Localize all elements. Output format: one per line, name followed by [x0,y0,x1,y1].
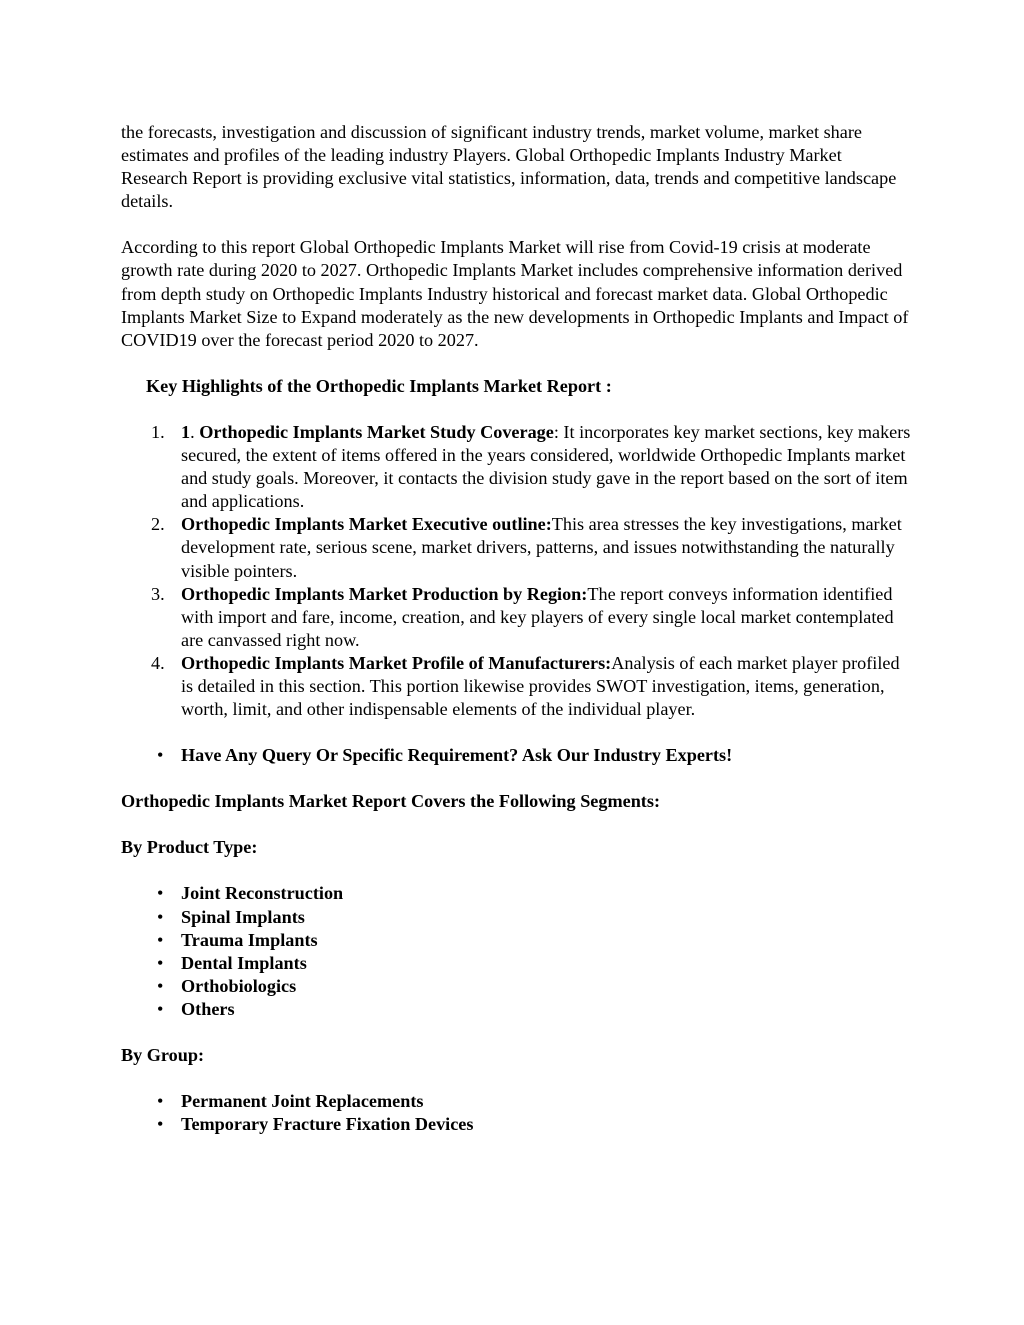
list-number: 3. [151,583,165,604]
list-item [121,929,911,952]
product-type-list [121,882,911,1021]
product-type-label: Joint Reconstruction [181,883,344,904]
document-page [121,121,911,1159]
group-heading: By Group: [121,1045,205,1065]
intro-paragraph: the forecasts, investigation and discussion of significant industry trends, market volume, market share estimates and profiles of the leading industry Players. Global Orthopedic Implants Industry Market Research Report is providing exclusive vital statistics, information, data, trends and competitive landscape details. [121,122,897,212]
list-item [121,906,911,929]
query-list [121,744,911,767]
list-number: 4. [151,652,165,673]
product-type-label: Spinal Implants [181,906,305,927]
product-type-heading: By Product Type: [121,837,258,858]
product-type-label: Orthobiologics [181,975,297,996]
highlight-item-3 [121,583,911,652]
market-overview-paragraph: According to this report Global Orthopedic Implants Market will rise from Covid-19 crisis at moderate growth rate during 2020 to 2027. Orthopedic Implants Market includes comprehensive information derived from depth study on Orthopedic Implants Industry historical and forecast market data. Global Orthopedic Implants Market Size to Expand moderately as the new developments in Orthopedic Implants and Impact of COVID19 over the forecast period 2020 to 2027. [121,237,909,350]
highlight-prefix: 1 [181,421,191,442]
highlight-text: The report conveys information identified with import and fare, income, creation, and key players of every single local market contemplated are canvassed right now. [181,583,894,650]
list-item [121,882,911,905]
bullet-icon: • [157,1114,164,1135]
highlight-title: Orthopedic Implants Market Profile of Manufacturers: [181,652,612,673]
bullet-icon: • [157,952,164,973]
key-highlights-heading: Key Highlights of the Orthopedic Implants Market Report : [146,375,612,396]
highlight-item-4 [121,652,911,721]
bullet-icon: • [157,906,164,927]
bullet-icon: • [157,998,164,1019]
product-type-label: Dental Implants [181,952,307,973]
query-link[interactable] [121,744,911,767]
highlight-text: This area stresses the key investigations, market development rate, serious scene, market drivers, patterns, and issues notwithstanding the naturally visible pointers. [181,514,902,581]
segments-heading: Orthopedic Implants Market Report Covers the Following Segments: [121,791,661,812]
group-label: Permanent Joint Replacements [181,1091,424,1112]
highlight-item-2 [121,513,911,582]
list-item [121,952,911,975]
list-item [121,975,911,998]
list-item [121,1090,911,1113]
bullet-icon: • [157,929,164,950]
bullet-icon: • [157,975,164,996]
highlight-title: Orthopedic Implants Market Study Coverage [199,421,554,442]
highlight-text: : It incorporates key market sections, key makers secured, the extent of items offered in the years considered, worldwide Orthopedic Implants market and study goals. Moreover, it contacts the division study gave in the report based on the sort of item and applications. [181,421,911,512]
group-list [121,1090,911,1136]
highlight-title: Orthopedic Implants Market Executive outline: [181,514,552,535]
bullet-icon: • [157,1091,164,1112]
product-type-label: Trauma Implants [181,929,318,950]
highlight-prefix-separator: . [190,421,200,442]
highlight-item-1 [121,421,911,513]
list-item [121,1113,911,1136]
bullet-icon: • [157,883,164,904]
list-number: 1. [151,421,165,442]
highlight-title: Orthopedic Implants Market Production by Region: [181,583,588,604]
list-number: 2. [151,514,165,535]
list-item [121,998,911,1021]
product-type-label: Others [181,998,235,1019]
highlights-list [121,421,911,721]
bullet-icon: • [157,745,164,766]
query-link-text[interactable]: Have Any Query Or Specific Requirement? Ask Our Industry Experts! [181,745,733,766]
group-label: Temporary Fracture Fixation Devices [181,1114,474,1135]
highlight-text: Analysis of each market player profiled is detailed in this section. This portion likewise provides SWOT investigation, items, generation, worth, limit, and other indispensable elements of the individual player. [181,652,900,720]
